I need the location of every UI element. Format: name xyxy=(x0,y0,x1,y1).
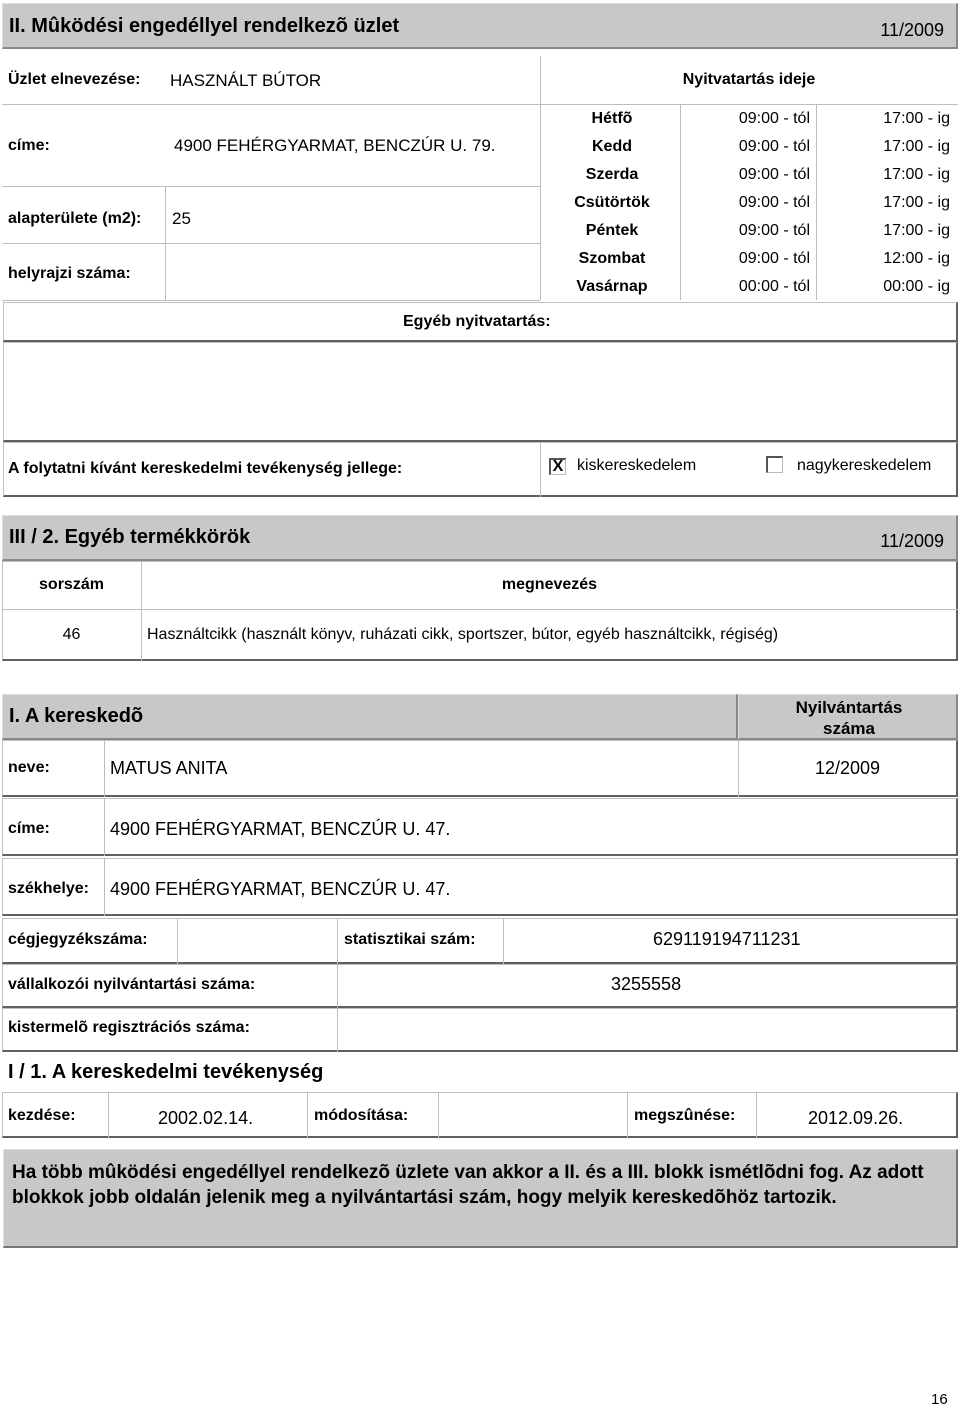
entrepreneur-number: 3255558 xyxy=(611,974,682,994)
shop-address: 4900 FEHÉRGYARMAT, BENCZÚR U. 79. xyxy=(174,136,496,155)
retail-label: kiskereskedelem xyxy=(577,457,697,474)
shop-name-label: Üzlet elnevezése: xyxy=(8,71,141,88)
hours-day: Hétfõ xyxy=(591,110,633,127)
section-title: II. Mûködési engedéllyel rendelkezõ üzlet xyxy=(9,15,400,37)
hours-day: Szombat xyxy=(578,250,646,267)
hours-from: 09:00 - tól xyxy=(738,222,810,239)
parcel-label: helyrajzi száma: xyxy=(8,265,131,282)
hours-to: 12:00 - ig xyxy=(883,250,950,267)
hours-from: 09:00 - tól xyxy=(738,194,810,211)
end-date: 2012.09.26. xyxy=(808,1108,904,1128)
page-number: 16 xyxy=(931,1391,948,1408)
hours-to: 17:00 - ig xyxy=(883,166,950,183)
hours-to: 17:00 - ig xyxy=(883,222,950,239)
modified-label: módosítása: xyxy=(314,1107,409,1124)
section-number: 11/2009 xyxy=(880,531,944,551)
shop-address-label: címe: xyxy=(8,137,50,154)
start-label: kezdése: xyxy=(8,1107,76,1124)
hours-day: Csütörtök xyxy=(574,194,650,211)
end-label: megszûnése: xyxy=(634,1107,736,1124)
wholesale-checkbox[interactable] xyxy=(766,456,783,473)
area-label: alapterülete (m2): xyxy=(8,210,142,227)
section-title: III / 2. Egyéb termékkörök xyxy=(9,526,251,548)
other-hours-field xyxy=(3,342,958,442)
col-name-header: megnevezés xyxy=(501,576,598,593)
start-date: 2002.02.14. xyxy=(158,1108,254,1128)
area-value: 25 xyxy=(172,209,191,228)
hours-header: Nyitvatartás ideje xyxy=(682,71,816,88)
section-number: 11/2009 xyxy=(880,20,944,40)
hours-from: 09:00 - tól xyxy=(738,138,810,155)
trader-name-label: neve: xyxy=(8,759,50,776)
hours-to: 17:00 - ig xyxy=(883,138,950,155)
shop-name: HASZNÁLT BÚTOR xyxy=(170,71,322,90)
trader-address: 4900 FEHÉRGYARMAT, BENCZÚR U. 47. xyxy=(110,819,451,839)
other-hours-label-text: Egyéb nyitvatartás: xyxy=(403,313,551,330)
stat-number: 629119194711231 xyxy=(653,929,801,949)
company-reg-label: cégjegyzékszáma: xyxy=(8,931,148,948)
trader-seat-label: székhelye: xyxy=(8,880,89,897)
activity-title: I / 1. A kereskedelmi tevékenység xyxy=(8,1061,324,1083)
reg-number: 12/2009 xyxy=(815,758,881,778)
info-note: Ha több mûködési engedéllyel rendelkezõ üzlete van akkor a II. és a III. blokk ismétlõdni fog. Az adott blokkok jobb oldalán jelenik meg a nyilvántartási szám, hogy melyik kereskedõhöz tartozik. xyxy=(3,1149,958,1248)
hours-from: 09:00 - tól xyxy=(738,250,810,267)
hours-from: 09:00 - tól xyxy=(738,110,810,127)
activity-type-label: A folytatni kívánt kereskedelmi tevékenység jellege: xyxy=(8,460,403,477)
reg-number-header xyxy=(738,694,958,740)
col-number-header: sorszám xyxy=(39,576,104,593)
producer-label: kistermelõ regisztrációs száma: xyxy=(8,1019,250,1036)
hours-from: 09:00 - tól xyxy=(738,166,810,183)
hours-day: Péntek xyxy=(585,222,639,239)
retail-checkbox[interactable]: X xyxy=(549,458,566,475)
hours-day: Vasárnap xyxy=(576,278,648,295)
hours-to: 00:00 - ig xyxy=(883,278,950,295)
trader-address-label: címe: xyxy=(8,820,50,837)
hours-to: 17:00 - ig xyxy=(883,110,950,127)
hours-from: 00:00 - tól xyxy=(738,278,810,295)
reg-header-text: Nyilvántartás száma xyxy=(795,698,903,738)
trader-name: MATUS ANITA xyxy=(110,758,228,778)
stat-label: statisztikai szám: xyxy=(344,931,476,948)
section-title: I. A kereskedõ xyxy=(9,705,144,727)
entrepreneur-label: vállalkozói nyilvántartási száma: xyxy=(8,976,256,993)
hours-to: 17:00 - ig xyxy=(883,194,950,211)
wholesale-label: nagykereskedelem xyxy=(797,457,932,474)
hours-day: Kedd xyxy=(592,138,632,155)
section-header-trader xyxy=(2,694,738,740)
trader-seat: 4900 FEHÉRGYARMAT, BENCZÚR U. 47. xyxy=(110,879,451,899)
product-number: 46 xyxy=(62,626,81,643)
section-header-products xyxy=(2,515,958,561)
product-name: Használtcikk (használt könyv, ruházati cikk, sportszer, bútor, egyéb használtcikk, régiség) xyxy=(147,626,779,643)
hours-day: Szerda xyxy=(585,166,639,183)
section-header-shop xyxy=(2,3,958,49)
